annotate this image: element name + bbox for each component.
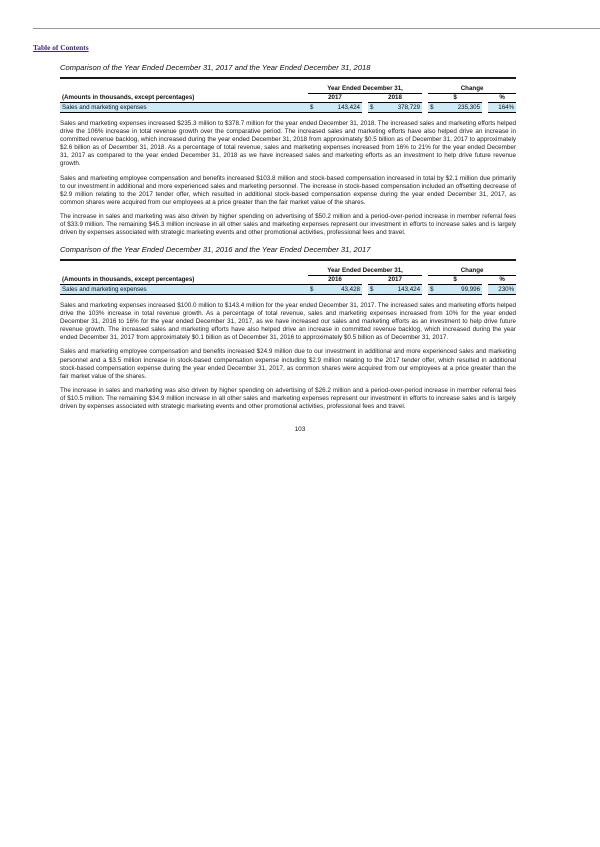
change-pct-value: 164%: [488, 103, 516, 113]
value-year1: 143,424: [318, 103, 362, 113]
row-label: Sales and marketing expenses: [60, 285, 308, 295]
col-year2: 2017: [368, 276, 422, 285]
col-change-pct: %: [488, 276, 516, 285]
section-rule: [60, 77, 516, 79]
col-year1: 2017: [308, 94, 362, 103]
change-header: Change: [428, 267, 516, 276]
currency-symbol: $: [428, 285, 438, 295]
section-rule: [60, 259, 516, 261]
change-dollar-value: 99,996: [438, 285, 482, 295]
top-divider: [33, 28, 600, 29]
col-change-dollar: $: [428, 276, 482, 285]
financial-table: [60, 267, 516, 295]
amounts-label: (Amounts in thousands, except percentages): [60, 276, 308, 285]
change-header: Change: [428, 85, 516, 94]
col-year1: 2016: [308, 276, 362, 285]
section-2018-comparison: [60, 63, 516, 243]
year-ended-header: Year Ended December 31,: [308, 267, 422, 276]
currency-symbol: $: [308, 285, 318, 295]
paragraph: The increase in sales and marketing was also driven by higher spending on advertising of $50.2 million and a period-over-period increase in member referral fees of $33.9 million. The remaining $45.3 million increase in all other sales and marketing expenses represent our investment in efforts to increase sales and is largely driven by expenses associated with strategic marketing events and other promotional activities, professional fees and travel.: [60, 212, 516, 237]
paragraph: Sales and marketing employee compensation and benefits increased $103.8 million and stock-based compensation increased in total by $2.1 million due primarily to our investment in additional and more experienced sales and marketing personnel. The increase in stock-based compensation included an offsetting decrease of $2.9 million relating to the 2017 tender offer, which resulted in additional stock-based compensation expense during the year ended December 31, 2017, as common shares were acquired from our employees at a price greater than the fair market value of the shares.: [60, 174, 516, 206]
financial-table: [60, 85, 516, 113]
change-dollar-value: 235,305: [438, 103, 482, 113]
col-change-dollar: $: [428, 94, 482, 103]
table-of-contents-link[interactable]: Table of Contents: [33, 43, 89, 52]
value-year1: 43,428: [318, 285, 362, 295]
currency-symbol: $: [308, 103, 318, 113]
section-2017-comparison: [60, 245, 516, 417]
section-title: Comparison of the Year Ended December 31, 2016 and the Year Ended December 31, 2017: [60, 245, 371, 254]
paragraph: Sales and marketing expenses increased $100.0 million to $143.4 million for the year ended December 31, 2017. The increased sales and marketing efforts helped drive the 103% increase in total revenue growth. As a percentage of total revenue, sales and marketing expenses increased from 10% for the year ended December 31, 2016 to 16% for the year ended December 31, 2017, as we have increased our sales and marketing efforts as an investment to help drive future revenue growth. The increased sales and marketing efforts have also helped drive an increase in committed revenue backlog, which increased during the year ended December 31, 2017 from approximately $0.1 billion as of December 31, 2016 to approximately $0.5 billion as of December 31, 2017.: [60, 302, 516, 342]
paragraph: Sales and marketing expenses increased $235.3 million to $378.7 million for the year ended December 31, 2018. The increased sales and marketing efforts helped drive the 106% increase in total revenue growth over the comparative period. The increased sales and marketing efforts have also helped drive an increase in committed revenue backlog, which increased during the year ended December 31, 2018 from approximately $0.5 billion as of December 31, 2017 to approximately $2.6 billion as of December 31, 2018. As a percentage of total revenue, sales and marketing expenses increased from 16% to 21% for the year ended December 31, 2017 as compared to the year ended December 31, 2018 as we have increased sales and marketing efforts as an investment to help drive future revenue growth.: [60, 120, 516, 168]
currency-symbol: $: [368, 285, 378, 295]
year-ended-header: Year Ended December 31,: [308, 85, 422, 94]
table-row: [60, 103, 516, 113]
paragraph: Sales and marketing employee compensation and benefits increased $24.9 million due to our investment in additional and more experienced sales and marketing personnel and a $3.5 million increase in stock-based compensation expense including $2.9 million relating to the 2017 tender offer, which resulted in additional stock-based compensation expense during the year ended December 31, 2017, as common shares were acquired from our employees at a price greater than the fair market value of the shares.: [60, 348, 516, 380]
currency-symbol: $: [428, 103, 438, 113]
change-pct-value: 230%: [488, 285, 516, 295]
currency-symbol: $: [368, 103, 378, 113]
paragraph: The increase in sales and marketing was also driven by higher spending on advertising of $26.2 million and a period-over-period increase in member referral fees of $10.5 million. The remaining $34.9 million increase in all other sales and marketing expenses represent our investment in efforts to increase sales and is largely driven by expenses associated with strategic marketing events and other promotional activities, professional fees and travel.: [60, 386, 516, 411]
row-label: Sales and marketing expenses: [60, 103, 308, 113]
col-change-pct: %: [488, 94, 516, 103]
section-title: Comparison of the Year Ended December 31, 2017 and the Year Ended December 31, 2018: [60, 63, 371, 72]
value-year2: 378,729: [378, 103, 422, 113]
col-year2: 2018: [368, 94, 422, 103]
table-row: [60, 285, 516, 295]
amounts-label: (Amounts in thousands, except percentages): [60, 94, 308, 103]
page-number: 103: [294, 426, 306, 433]
value-year2: 143,424: [378, 285, 422, 295]
